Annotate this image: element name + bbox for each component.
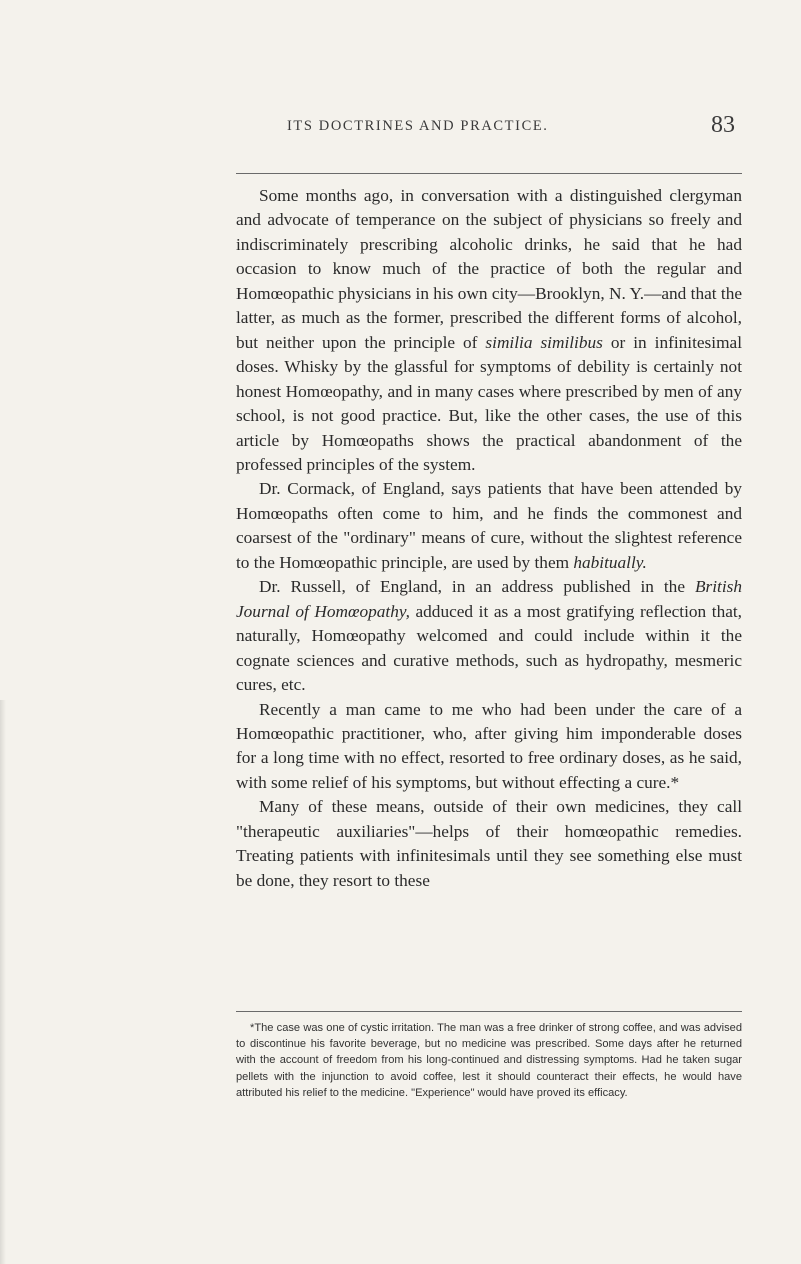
italic-phrase: British Journal of Homœopathy, [236,577,742,621]
body-text [236,184,742,893]
header-rule [236,173,742,174]
page-edge-shadow [0,700,6,1264]
paragraph: Dr. Cormack, of England, says patients that have been attended by Homœopaths often come to him, and he finds the commonest and coarsest of the "ordinary" means of cure, without the slightest reference to the Homœopathic principle, are used by them habitually. [236,479,742,572]
paragraph: Recently a man came to me who had been under the care of a Homœopathic practitioner, who, after giving him imponderable doses for a long time with no effect, resorted to free ordinary doses, as he said, with some relief of his symptoms, but without effecting a cure.* [236,699,742,792]
page-number: 83 [711,112,735,138]
italic-phrase: similia similibus [485,332,603,352]
footnote-rule [236,1011,742,1012]
paragraph: Many of these means, outside of their own medicines, they call "therapeutic auxiliaries"—helps of their homœopathic remedies. Treating patients with infinitesimals until they see something else must be done, they resort to these [236,797,742,890]
running-title: ITS DOCTRINES AND PRACTICE. [287,118,549,134]
italic-phrase: habitually. [573,552,647,572]
running-head [175,112,735,146]
footnote: *The case was one of cystic irritation. The man was a free drinker of strong coffee, and was advised to discontinue his favorite beverage, but no medicine was prescribed. Some days after he returned with the account of freedom from his long-continued and distressing symptoms. Had he taken sugar pellets with the injunction to avoid coffee, lest it should counteract their effects, he would have attributed his relief to the medicine. "Experience" would have proved its efficacy. [236,1022,742,1099]
paragraph: Some months ago, in conversation with a distinguished clergyman and advocate of temperance on the subject of physicians so freely and indiscriminately prescribing alcoholic drinks, he said that he had occasion to know much of the practice of both the regular and Homœopathic physicians in his own city—Brooklyn, N. Y.—and that the latter, as much as the former, prescribed the different forms of alcohol, but neither upon the principle of similia similibus or in infinitesimal doses. Whisky by the glassful for symptoms of debility is certainly not honest Homœopathy, and in many cases where prescribed by men of any school, is not good practice. But, like the other cases, the use of this article by Homœopaths shows the practical abandonment of the professed principles of the system. [236,186,742,474]
paragraph: Dr. Russell, of England, in an address published in the British Journal of Homœopathy, adduced it as a most gratifying reflection that, naturally, Homœopathy welcomed and could include within it the cognate sciences and curative methods, such as hydropathy, mesmeric cures, etc. [236,577,743,695]
